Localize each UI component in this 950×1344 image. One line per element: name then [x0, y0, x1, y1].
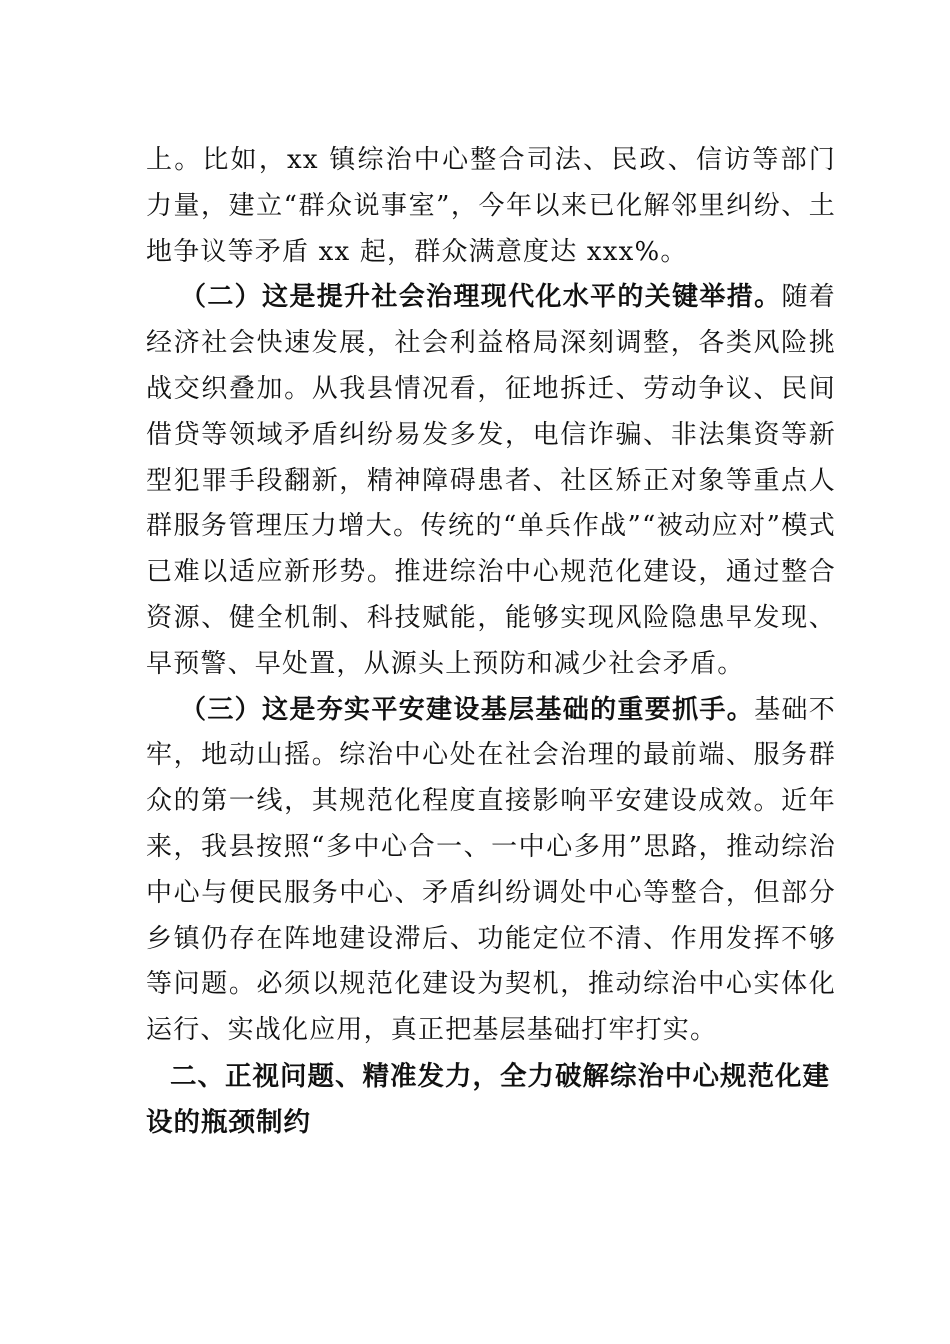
paragraph-lead: （三）这是夯实平安建设基层基础的重要抓手。 — [180, 694, 755, 725]
paragraph-point-two — [146, 275, 836, 687]
paragraph-point-three — [146, 688, 836, 1054]
section-heading: 二、正视问题、精准发力，全力破解综治中心规范化建设的瓶颈制约 — [146, 1060, 830, 1138]
paragraph-text: 上。比如，xx 镇综治中心整合司法、民政、信访等部门力量，建立“群众说事室”，今年以来已化解邻里纠纷、土地争议等矛盾 xx 起，群众满意度达 xxx%。 — [146, 145, 836, 267]
paragraph-continuation — [146, 138, 836, 275]
document-body — [146, 138, 836, 1146]
paragraph-text: 随着经济社会快速发展，社会利益格局深刻调整，各类风险挑战交织叠加。从我县情况看，征地拆迁、劳动争议、民间借贷等领域矛盾纠纷易发多发，电信诈骗、非法集资等新型犯罪手段翻新，精神障碍患者、社区矫正对象等重点人群服务管理压力增大。传统的“单兵作战”“被动应对”模式已难以适应新形势。推进综治中心规范化建设，通过整合资源、健全机制、科技赋能，能够实现风险隐患早发现、早预警、早处置，从源头上预防和减少社会矛盾。 — [146, 282, 836, 679]
paragraph-lead: （二）这是提升社会治理现代化水平的关键举措。 — [180, 282, 782, 313]
paragraph-text: 基础不牢，地动山摇。综治中心处在社会治理的最前端、服务群众的第一线，其规范化程度直接影响平安建设成效。近年来，我县按照“多中心合一、一中心多用”思路，推动综治中心与便民服务中心、矛盾纠纷调处中心等整合，但部分乡镇仍存在阵地建设滞后、功能定位不清、作用发挥不够等问题。必须以规范化建设为契机，推动综治中心实体化运行、实战化应用，真正把基层基础打牢打实。 — [146, 694, 837, 1046]
